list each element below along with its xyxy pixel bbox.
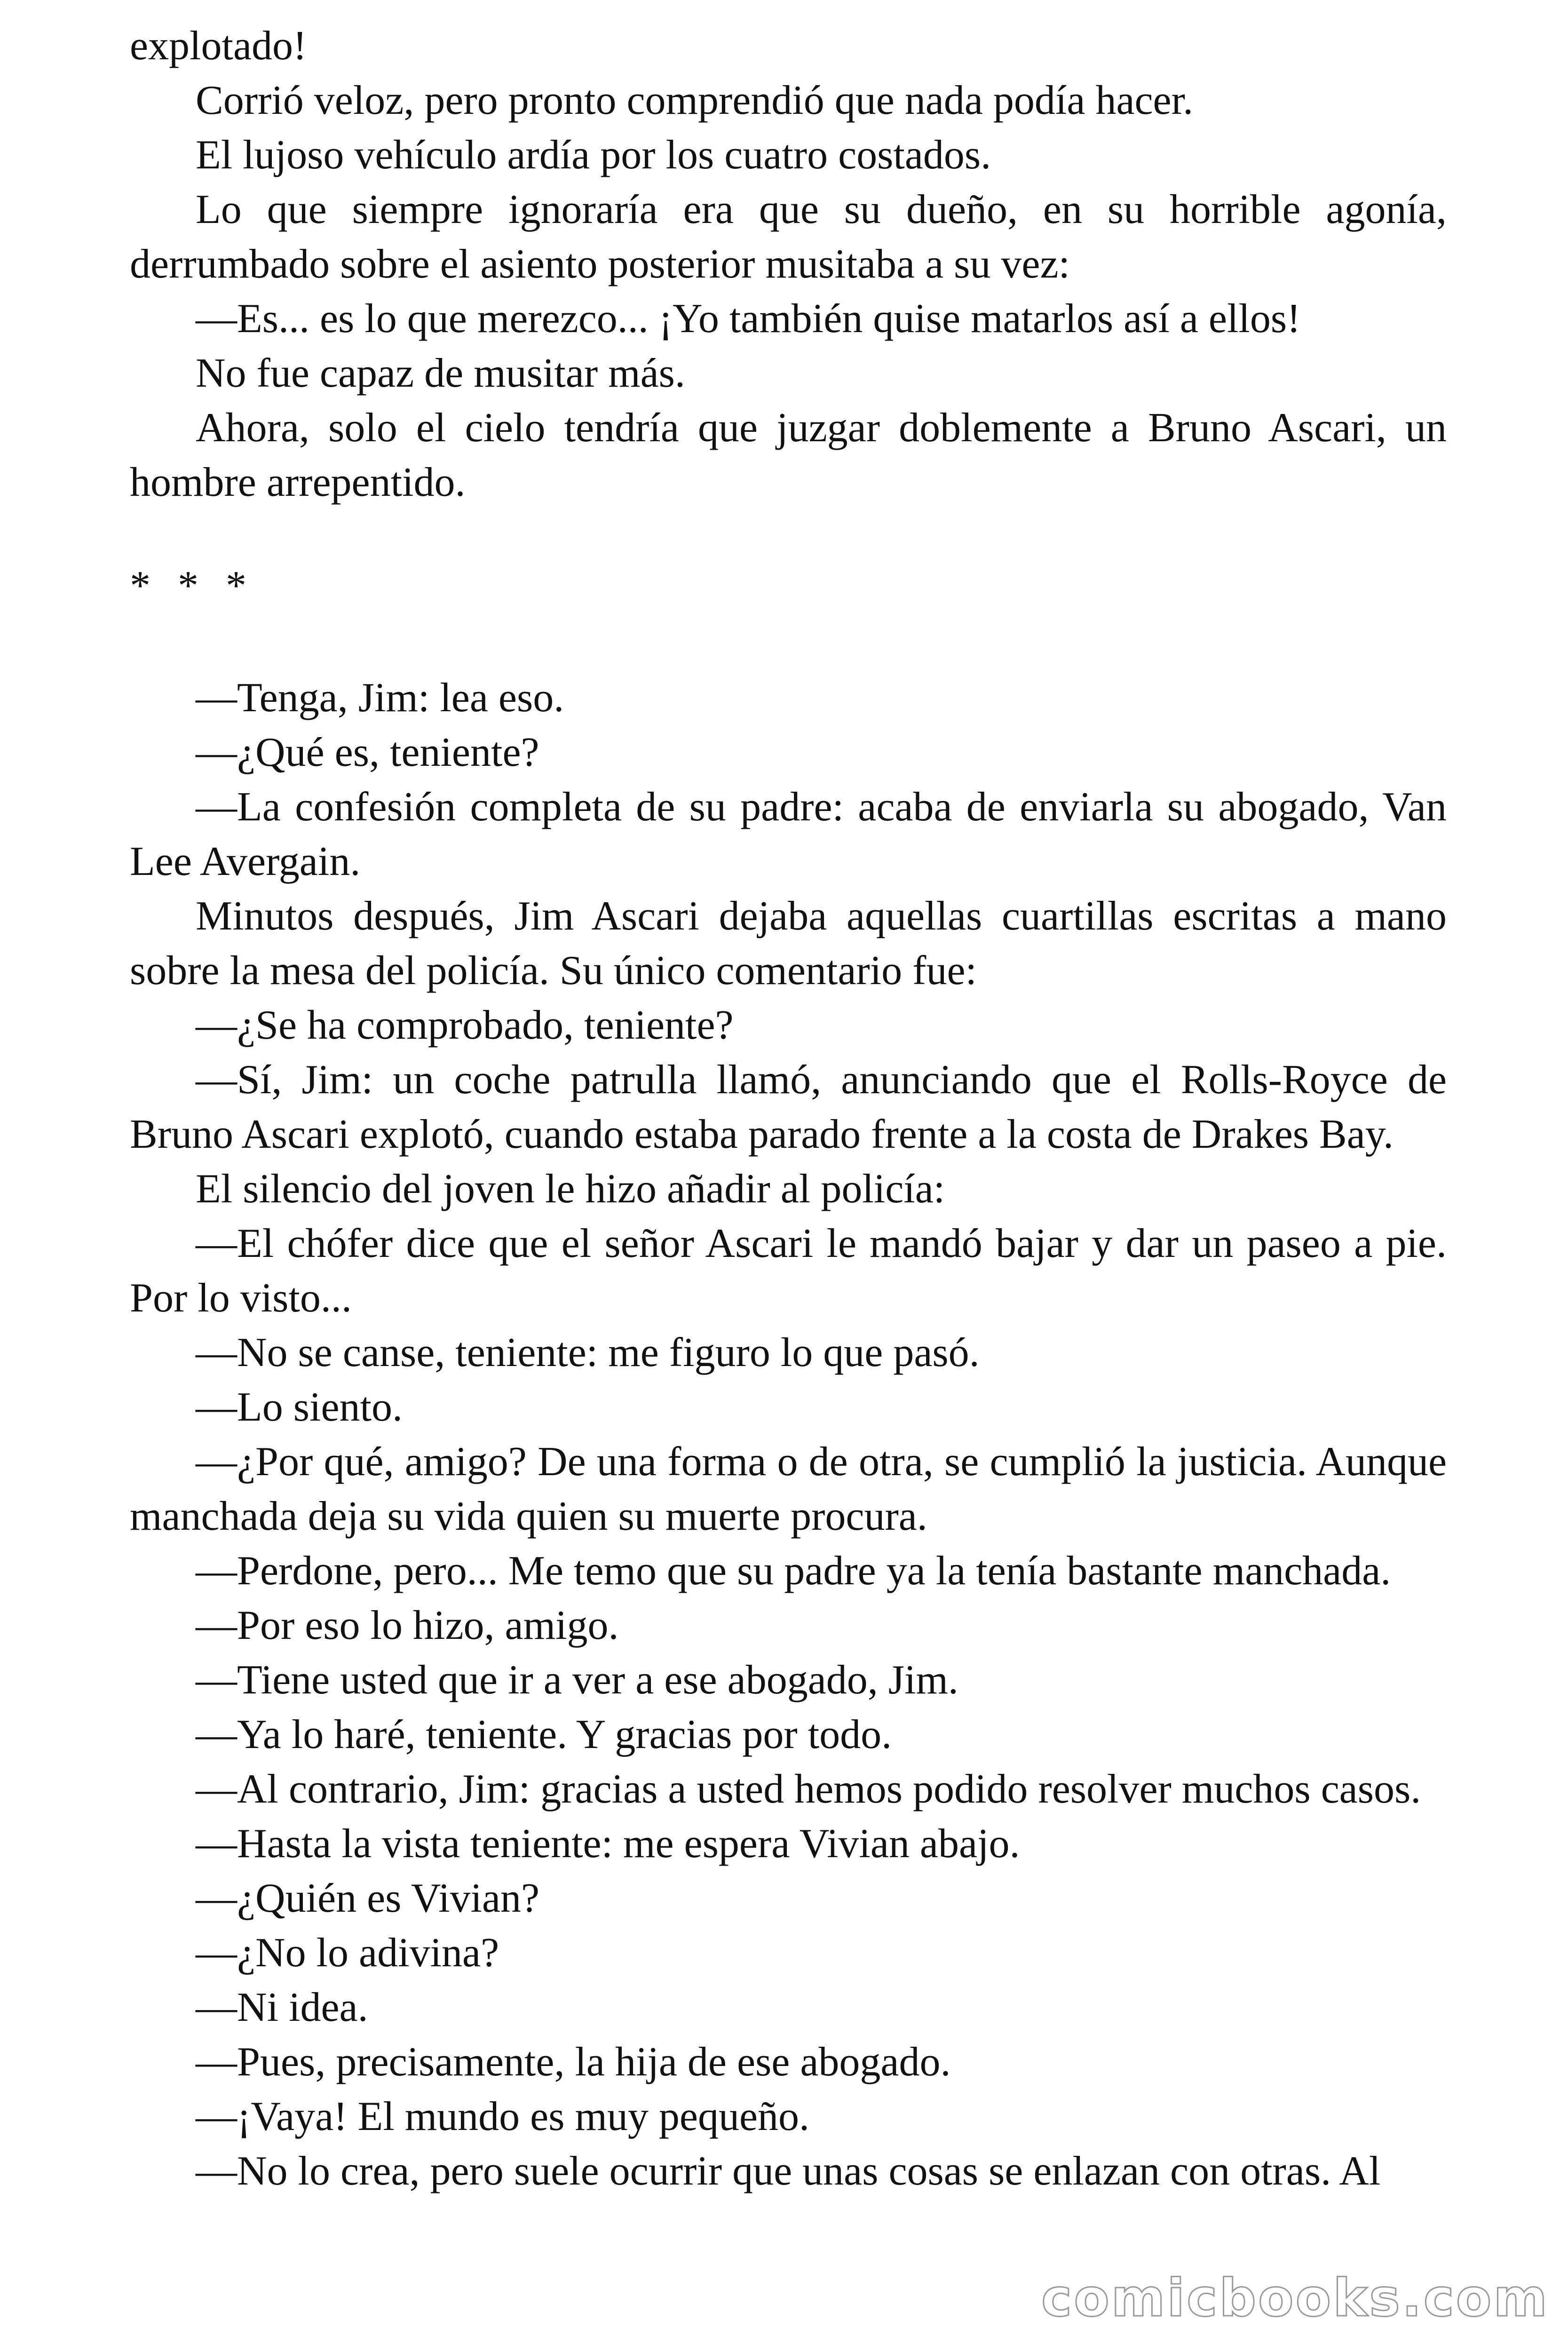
paragraph: —Lo siento.: [196, 1384, 403, 1430]
paragraph: —La confesión completa de su padre: acaba de enviarla su abogado, Van Lee Avergain.: [130, 784, 1447, 884]
paragraph: —¿Quién es Vivian?: [196, 1875, 540, 1921]
paragraph: No fue capaz de musitar más.: [196, 350, 685, 396]
book-page: [130, 19, 1447, 2199]
paragraph: —Tenga, Jim: lea eso.: [196, 675, 564, 721]
paragraph: —Perdone, pero... Me temo que su padre ya la tenía bastante manchada.: [196, 1548, 1391, 1594]
paragraph: —Pues, precisamente, la hija de ese abogado.: [196, 2039, 951, 2085]
text-section-before: [130, 19, 1447, 510]
paragraph: Lo que siempre ignoraría era que su dueño, en su horrible agonía, derrumbado sobre el asiento posterior musitaba a su vez:: [130, 187, 1447, 287]
paragraph: El lujoso vehículo ardía por los cuatro costados.: [196, 132, 991, 178]
paragraph: —Al contrario, Jim: gracias a usted hemos podido resolver muchos casos.: [196, 1766, 1421, 1812]
paragraph: —Es... es lo que merezco... ¡Yo también quise matarlos así a ellos!: [196, 296, 1301, 342]
paragraph: —Ni idea.: [196, 1985, 368, 2030]
paragraph: —¿Qué es, teniente?: [196, 730, 539, 775]
paragraph: —Ya lo haré, teniente. Y gracias por todo.: [196, 1712, 892, 1757]
paragraph: —No se canse, teniente: me figuro lo que pasó.: [196, 1330, 980, 1375]
paragraph: —¡Vaya! El mundo es muy pequeño.: [196, 2094, 810, 2139]
paragraph: —¿Se ha comprobado, teniente?: [196, 1002, 734, 1048]
paragraph: —Sí, Jim: un coche patrulla llamó, anunciando que el Rolls-Royce de Bruno Ascari explotó, cuando estaba parado frente a la costa de Drakes Bay.: [130, 1057, 1447, 1157]
paragraph: —¿Por qué, amigo? De una forma o de otra, se cumplió la justicia. Aunque manchada deja su vida quien su muerte procura.: [130, 1439, 1447, 1539]
paragraph: Ahora, solo el cielo tendría que juzgar doblemente a Bruno Ascari, un hombre arrepentido.: [130, 405, 1447, 505]
paragraph: explotado!: [130, 23, 307, 69]
text-section-after: [130, 671, 1447, 2199]
paragraph: —No lo crea, pero suele ocurrir que unas cosas se enlazan con otras. Al: [196, 2148, 1381, 2194]
paragraph: —El chófer dice que el señor Ascari le mandó bajar y dar un paseo a pie. Por lo visto...: [130, 1221, 1447, 1321]
paragraph: —Hasta la vista teniente: me espera Vivian abajo.: [196, 1821, 1020, 1867]
paragraph: —¿No lo adivina?: [196, 1930, 499, 1976]
section-separator: * * *: [130, 563, 255, 609]
paragraph: Corrió veloz, pero pronto comprendió que nada podía hacer.: [196, 78, 1194, 123]
watermark: comicbooks.com: [1041, 2268, 1549, 2328]
paragraph: El silencio del joven le hizo añadir al policía:: [196, 1166, 945, 1212]
paragraph: —Tiene usted que ir a ver a ese abogado, Jim.: [196, 1657, 958, 1703]
paragraph: —Por eso lo hizo, amigo.: [196, 1603, 619, 1648]
paragraph: Minutos después, Jim Ascari dejaba aquellas cuartillas escritas a mano sobre la mesa del policía. Su único comentario fue:: [130, 893, 1447, 993]
